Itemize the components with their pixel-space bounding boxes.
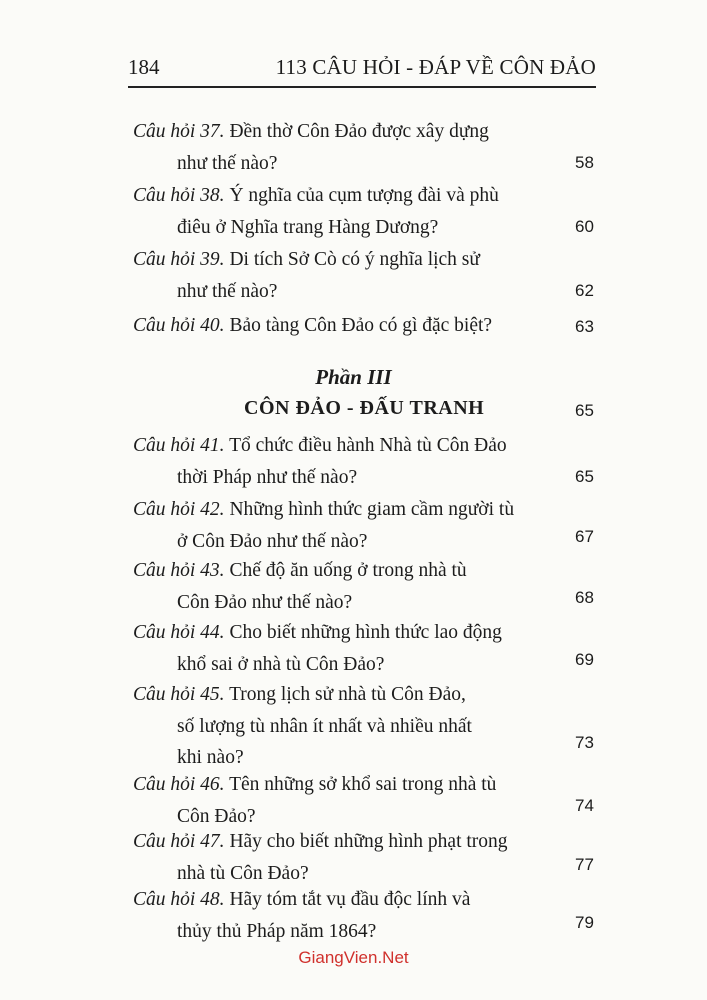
entry-page: 69 (575, 650, 594, 669)
question-label: Câu hỏi 42. (133, 499, 225, 520)
entry-text-cont: nhà tù Côn Đảo? (177, 862, 309, 884)
toc-entry[interactable] (133, 826, 595, 889)
entry-page: 73 (575, 733, 594, 752)
question-label: Câu hỏi 45. (133, 684, 225, 705)
entry-text-cont: thời Pháp như thế nào? (177, 466, 358, 488)
entry-text-cont: khổ sai ở nhà tù Côn Đảo? (177, 653, 385, 675)
entry-page: 58 (575, 153, 594, 172)
part-page: 65 (575, 401, 594, 420)
question-label: Câu hỏi 47. (133, 831, 225, 852)
toc-entry[interactable] (133, 617, 595, 680)
question-label: Câu hỏi 40. (133, 315, 225, 336)
entry-text-cont: điêu ở Nghĩa trang Hàng Dương? (177, 216, 439, 238)
page-header (128, 55, 596, 87)
entry-text-cont: ở Côn Đảo như thế nào? (177, 530, 368, 552)
entry-text: Tổ chức điều hành Nhà tù Côn Đảo (224, 435, 507, 456)
entry-text: Cho biết những hình thức lao động (224, 622, 502, 643)
entry-text: Đền thờ Côn Đảo được xây dựng (224, 121, 489, 142)
entry-page: 77 (575, 855, 594, 874)
toc-entry[interactable] (133, 430, 595, 493)
entry-page: 67 (575, 527, 594, 546)
toc-entry[interactable] (133, 244, 595, 307)
toc-entry[interactable] (133, 310, 595, 342)
entry-text-cont: Côn Đảo như thế nào? (177, 591, 353, 613)
entry-text: Hãy cho biết những hình phạt trong (224, 831, 508, 852)
entry-page: 74 (575, 796, 594, 815)
entry-text-cont: khi nào? (177, 747, 244, 768)
entry-text-cont: như thế nào? (177, 280, 278, 302)
entry-text: Trong lịch sử nhà tù Côn Đảo, (224, 684, 466, 705)
toc-entry[interactable] (133, 679, 595, 774)
question-label: Câu hỏi 43. (133, 560, 225, 581)
toc-entry[interactable] (133, 116, 595, 179)
entry-page: 68 (575, 588, 594, 607)
entry-page: 60 (575, 217, 594, 236)
entry-text-cont: như thế nào? (177, 152, 278, 174)
header-rule (128, 86, 596, 88)
question-label: Câu hỏi 39. (133, 249, 225, 270)
question-label: Câu hỏi 37. (133, 121, 225, 142)
entry-text-cont: Côn Đảo? (177, 805, 256, 827)
entry-page: 63 (575, 317, 594, 336)
toc-entry[interactable] (133, 884, 595, 947)
entry-text: Hãy tóm tắt vụ đầu độc lính và (224, 889, 471, 910)
question-label: Câu hỏi 38. (133, 185, 225, 206)
question-label: Câu hỏi 41. (133, 435, 225, 456)
page-number: 184 (128, 55, 160, 79)
question-label: Câu hỏi 44. (133, 622, 225, 643)
entry-text: Những hình thức giam cầm người tù (224, 499, 515, 520)
entry-text-cont: số lượng tù nhân ít nhất và nhiều nhất (177, 715, 472, 737)
entry-text: Di tích Sở Cò có ý nghĩa lịch sử (224, 249, 480, 270)
toc-entry[interactable] (133, 494, 595, 557)
entry-text: Chế độ ăn uống ở trong nhà tù (224, 560, 467, 581)
entry-text: Tên những sở khổ sai trong nhà tù (224, 774, 497, 795)
question-label: Câu hỏi 46. (133, 774, 225, 795)
entry-text: Bảo tàng Côn Đảo có gì đặc biệt? (224, 315, 493, 336)
part-title: CÔN ĐẢO - ĐẤU TRANH (244, 397, 485, 419)
entry-page: 79 (575, 913, 594, 932)
entry-page: 62 (575, 281, 594, 300)
toc-entry[interactable] (133, 180, 595, 243)
entry-page: 65 (575, 467, 594, 486)
toc-entry[interactable] (133, 769, 595, 832)
entry-text-cont: thủy thủ Pháp năm 1864? (177, 920, 377, 942)
question-label: Câu hỏi 48. (133, 889, 225, 910)
part-label: Phần III (315, 365, 392, 389)
watermark-text: GiangVien.Net (298, 948, 409, 967)
toc-entry[interactable] (133, 555, 595, 618)
entry-text: Ý nghĩa của cụm tượng đài và phù (224, 185, 499, 206)
running-title: 113 CÂU HỎI - ĐÁP VỀ CÔN ĐẢO (275, 55, 596, 79)
